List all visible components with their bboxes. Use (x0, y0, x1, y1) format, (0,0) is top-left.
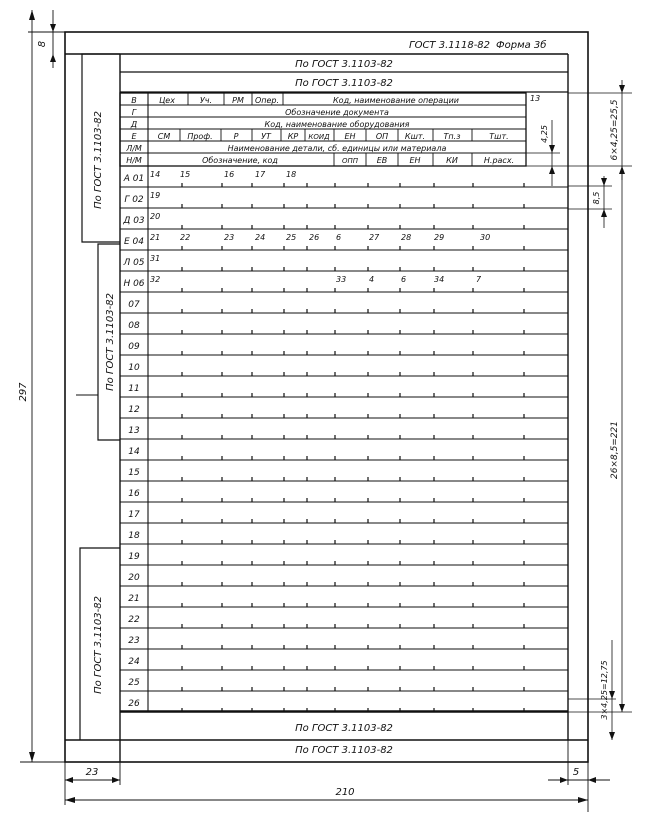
row-label: 21 (128, 594, 140, 604)
row-callout: 23 (224, 233, 235, 242)
row-callout: 31 (150, 254, 161, 263)
row-callout: 33 (336, 275, 347, 284)
dim-header-rows: 6×4,25=25,5 (610, 99, 620, 161)
row-label: Е 04 (124, 237, 144, 247)
cell-sm: СМ (157, 132, 171, 141)
dim-row-height: 8,5 (592, 191, 601, 205)
row-label: 18 (128, 531, 140, 541)
row-callout: 15 (180, 170, 191, 179)
service-header-block (120, 93, 526, 166)
row-label: 20 (128, 573, 140, 583)
row-label: 24 (128, 657, 140, 667)
row-label: 13 (128, 426, 140, 436)
dim-height: 297 (18, 382, 29, 402)
row-label: 22 (128, 615, 140, 625)
bottom-label-1: По ГОСТ 3.1103-82 (295, 723, 393, 734)
row-callout: 25 (286, 233, 297, 242)
cell-op: ОП (375, 132, 389, 141)
row-callout: 20 (150, 212, 161, 221)
row-callout: 4 (369, 275, 375, 284)
row-label: А 01 (123, 174, 145, 184)
service-code-v: В (131, 96, 137, 105)
cell-document: Обозначение документа (285, 108, 389, 117)
dim-left-margin: 23 (85, 767, 99, 778)
row-callout: 14 (150, 170, 161, 179)
dim-top-margin: 8 (37, 40, 48, 48)
row-label: 19 (128, 552, 140, 562)
row-callout: 26 (309, 233, 320, 242)
top-label-1: По ГОСТ 3.1103-82 (295, 59, 393, 70)
row-label: 11 (128, 384, 140, 394)
row-label: 14 (128, 447, 140, 457)
row-callout: 7 (476, 275, 482, 284)
form-label: Форма 3б (496, 40, 547, 51)
cell-en: ЕН (344, 132, 356, 141)
cell-ut: УТ (261, 132, 271, 141)
service-code-d: Д (130, 120, 138, 129)
row-callout: 29 (434, 233, 445, 242)
row-label: Н 06 (123, 279, 145, 289)
row-label: 23 (128, 636, 140, 646)
top-label-2: По ГОСТ 3.1103-82 (295, 78, 393, 89)
row-callout: 28 (401, 233, 412, 242)
side-label-2: По ГОСТ 3.1103-82 (105, 293, 116, 391)
dim-main-rows: 26×8,5=221 (610, 420, 620, 480)
row-callout: 21 (150, 233, 161, 242)
bottom-label-2: По ГОСТ 3.1103-82 (295, 745, 393, 756)
row-label: 12 (128, 405, 140, 415)
cell-ki: КИ (446, 156, 458, 165)
row-label: 16 (128, 489, 140, 499)
row-callout: 27 (369, 233, 380, 242)
cell-kpc: Кшт. (404, 132, 426, 141)
dim-last-rows: 3×4,25=12,75 (600, 660, 609, 720)
row-label: 26 (128, 699, 140, 709)
header-note: 13 (530, 94, 541, 103)
cell-n-rash: Н.расх. (483, 156, 515, 165)
row-callout: 17 (255, 170, 266, 179)
row-callout: 19 (150, 191, 161, 200)
row-label: 17 (128, 510, 140, 520)
side-label-3: По ГОСТ 3.1103-82 (93, 596, 104, 694)
row-callout: 6 (336, 233, 342, 242)
cell-kr: КР (287, 132, 299, 141)
cell-prof: Проф. (187, 132, 213, 141)
cell-r: Р (233, 132, 239, 141)
cell-part-name: Наименование детали, сб. единицы или материала (227, 144, 447, 153)
cell-section: Уч. (199, 96, 213, 105)
row-label: Л 05 (123, 258, 145, 268)
row-callout: 24 (255, 233, 266, 242)
service-code-lm: Л/М (126, 144, 142, 153)
cell-tsht: Тшт. (489, 132, 509, 141)
dim-header-row: 4,25 (540, 125, 549, 143)
cell-designation: Обозначение, код (202, 156, 278, 165)
main-rows-grid (120, 166, 568, 712)
service-code-nm: Н/М (126, 156, 142, 165)
row-label: 09 (128, 342, 140, 352)
dim-width: 210 (335, 787, 355, 798)
cell-operation: Опер. (254, 96, 280, 105)
side-label-1: По ГОСТ 3.1103-82 (93, 111, 104, 209)
standard-label: ГОСТ 3.1118-82 (409, 40, 491, 51)
row-label: 25 (128, 678, 140, 688)
cell-ev: ЕВ (376, 156, 388, 165)
cell-en2: ЕН (409, 156, 421, 165)
row-callout: 32 (150, 275, 161, 284)
row-label: 08 (128, 321, 140, 331)
cell-workshop: Цех (159, 96, 175, 105)
row-label: 07 (128, 300, 140, 310)
dim-right-margin: 5 (572, 767, 580, 778)
cell-equipment: Код, наименование оборудования (264, 120, 410, 129)
cell-operation-name: Код, наименование операции (333, 96, 459, 105)
row-callout: 22 (180, 233, 191, 242)
row-label: 15 (128, 468, 140, 478)
cell-opp: ОПП (341, 157, 359, 165)
service-code-g: Г (131, 108, 137, 117)
row-label: Д 03 (123, 216, 145, 226)
cell-koid: КОИД (308, 133, 330, 141)
row-callout: 16 (224, 170, 235, 179)
row-callout: 34 (434, 275, 445, 284)
cell-workplace: РМ (232, 96, 244, 105)
row-callout: 18 (286, 170, 297, 179)
service-code-e: Е (131, 132, 137, 141)
cell-tpz: Тп.з (443, 132, 461, 141)
row-callout: 6 (401, 275, 407, 284)
row-label: 10 (128, 363, 140, 373)
row-label: Г 02 (124, 195, 144, 205)
row-callout: 30 (480, 233, 491, 242)
